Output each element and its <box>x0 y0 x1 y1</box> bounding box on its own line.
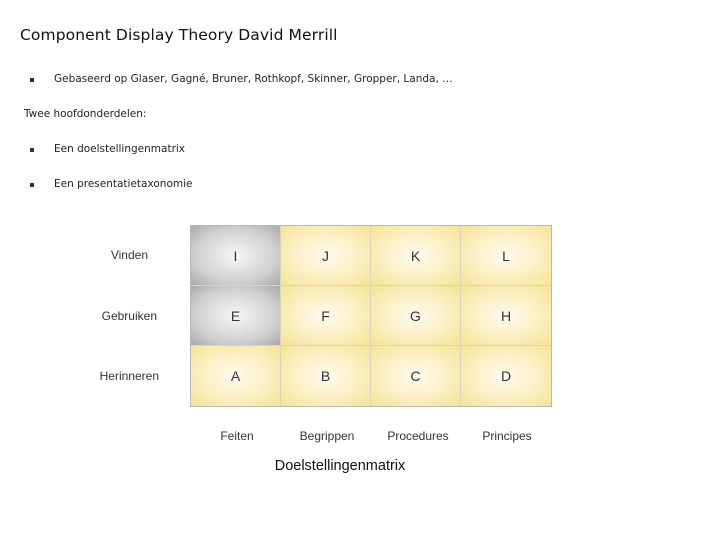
matrix-cell: B <box>281 346 371 406</box>
col-label-begrippen: Begrippen <box>299 429 355 443</box>
bullet-text: Een doelstellingenmatrix <box>54 143 186 155</box>
col-label-feiten: Feiten <box>220 429 254 443</box>
matrix-cell: G <box>371 286 461 346</box>
bullet-text: Een presentatietaxonomie <box>54 178 193 190</box>
subheading: Twee hoofdonderdelen: <box>24 108 147 120</box>
matrix-cell: J <box>281 226 371 286</box>
bullet-item-taxonomy <box>30 178 230 192</box>
matrix-cell: H <box>461 286 551 346</box>
row-label-vinden: Vinden <box>110 248 148 262</box>
bullet-icon <box>30 148 34 152</box>
matrix-cell: C <box>371 346 461 406</box>
matrix-cell: L <box>461 226 551 286</box>
matrix-caption: Doelstellingenmatrix <box>274 458 406 474</box>
bullet-item-matrix <box>30 143 230 157</box>
matrix-cell: I <box>191 226 281 286</box>
slide-title: Component Display Theory David Merrill <box>20 26 338 44</box>
bullet-text: Gebaseerd op Glaser, Gagné, Bruner, Rothkopf, Skinner, Gropper, Landa, … <box>54 73 453 85</box>
matrix-cell: F <box>281 286 371 346</box>
bullet-icon <box>30 78 34 82</box>
col-label-procedures: Procedures <box>387 429 449 443</box>
bullet-icon <box>30 183 34 187</box>
matrix-cell: A <box>191 346 281 406</box>
matrix-cell: E <box>191 286 281 346</box>
matrix-cell: D <box>461 346 551 406</box>
objectives-matrix <box>190 225 552 407</box>
bullet-item-sources <box>30 73 453 87</box>
row-label-herinneren: Herinneren <box>99 369 159 383</box>
col-label-principes: Principes <box>482 429 532 443</box>
row-label-gebruiken: Gebruiken <box>101 309 157 323</box>
matrix-cell: K <box>371 226 461 286</box>
